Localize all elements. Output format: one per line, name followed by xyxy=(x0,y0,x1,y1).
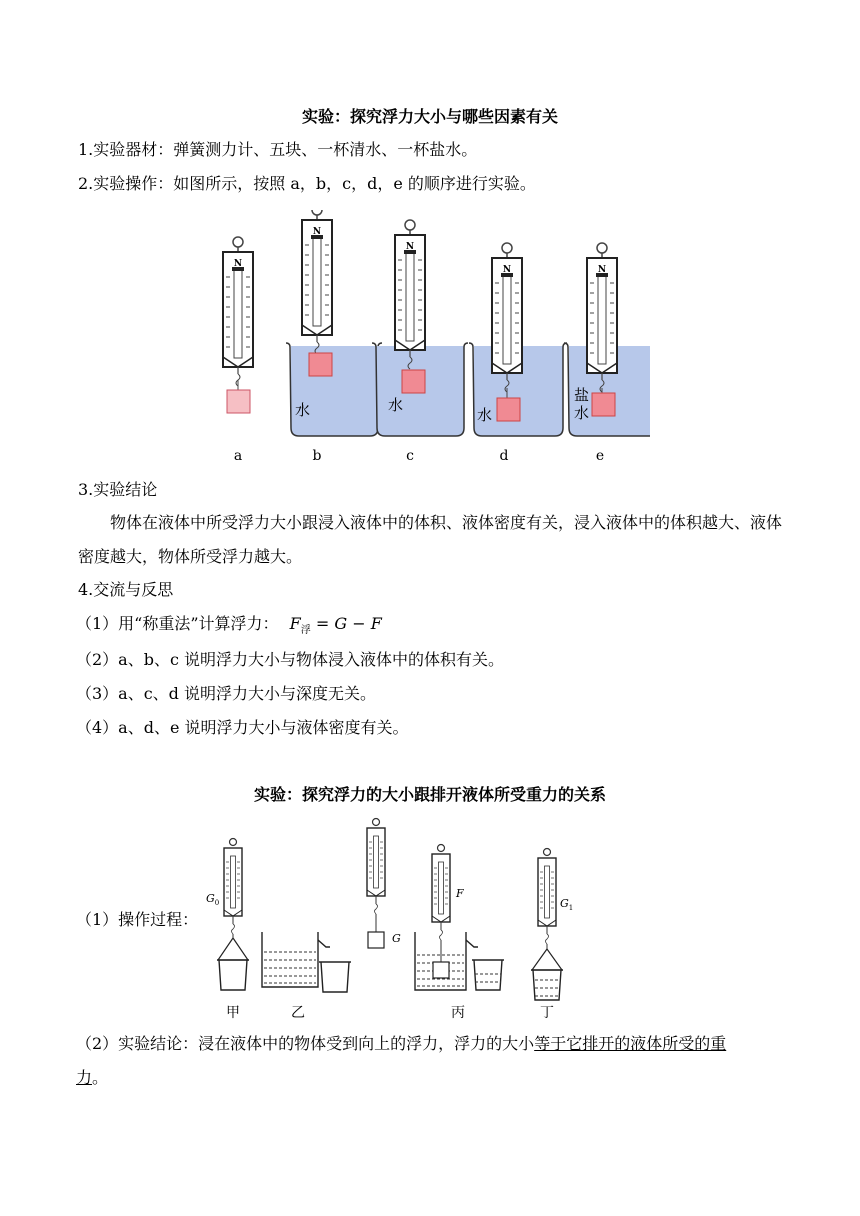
archimedes-figure xyxy=(200,812,580,1024)
setup-yi xyxy=(262,932,351,992)
setup-bing xyxy=(415,845,504,991)
section2-conclusion: （2）实验结论：浸在液体中的物体受到向上的浮力，浮力的大小等于它排开的液体所受的重 力。 xyxy=(76,1034,727,1087)
reflection-1: （1）用“称重法”计算浮力： $F_浮 = G - F$ xyxy=(76,614,382,636)
label-e: e xyxy=(595,448,605,464)
conclusion-heading: 3.实验结论 xyxy=(78,480,158,499)
label-ding: 丁 xyxy=(540,1005,554,1021)
block-in-air xyxy=(227,390,250,413)
water-label-d: 水 xyxy=(477,406,493,424)
svg-text:N: N xyxy=(312,227,322,237)
setup-c xyxy=(372,220,468,436)
g-label: G xyxy=(392,932,401,945)
water-label-c: 水 xyxy=(388,396,404,414)
operation-line: 2.实验操作：如图所示，按照 a，b，c，d，e 的顺序进行实验。 xyxy=(78,174,536,193)
conclusion-text: 物体在液体中所受浮力大小跟浸入液体中的体积、液体密度有关，浸入液体中的体积越大、液体密度越大，物体所受浮力越大。 xyxy=(78,513,783,566)
salt-water-label-2: 水 xyxy=(574,404,590,422)
label-yi: 乙 xyxy=(291,1005,305,1021)
f-label: F xyxy=(456,887,464,900)
svg-text:N: N xyxy=(233,259,243,269)
label-bing: 丙 xyxy=(451,1005,465,1021)
label-c: c xyxy=(406,448,414,464)
operation-process-label: （1）操作过程： xyxy=(76,910,199,929)
salt-water-label-1: 盐 xyxy=(574,386,590,404)
reflection-2: （2）a、b、c 说明浮力大小与物体浸入液体中的体积有关。 xyxy=(76,650,505,669)
label-d: d xyxy=(499,448,509,464)
g1-label: $G_1$ xyxy=(560,897,574,912)
setup-ding xyxy=(531,849,563,1001)
label-b: b xyxy=(312,448,322,464)
g0-label: $G_0$ xyxy=(206,892,220,907)
section1-title: 实验：探究浮力大小与哪些因素有关 xyxy=(301,107,558,126)
buoyancy-formula: $F_浮 = G - F$ xyxy=(289,614,382,636)
buoyancy-factors-figure xyxy=(200,210,650,470)
section2-title: 实验：探究浮力的大小跟排开液体所受重力的关系 xyxy=(253,785,606,804)
setup-e xyxy=(564,243,650,436)
scale-a xyxy=(223,237,253,386)
reflection-heading: 4.交流与反思 xyxy=(78,580,174,599)
svg-text:N: N xyxy=(405,242,415,252)
water-label-b: 水 xyxy=(295,401,311,419)
reflection-4: （4）a、d、e 说明浮力大小与液体密度有关。 xyxy=(76,718,409,737)
reflection-3: （3）a、c、d 说明浮力大小与深度无关。 xyxy=(76,684,377,703)
setup-d xyxy=(469,243,567,436)
svg-text:N: N xyxy=(597,265,607,275)
equipment-line: 1.实验器材：弹簧测力计、五块、一杯清水、一杯盐水。 xyxy=(78,140,478,159)
setup-jia xyxy=(217,839,249,991)
setup-g xyxy=(367,819,385,949)
label-jia: 甲 xyxy=(226,1005,240,1021)
label-a: a xyxy=(233,448,243,464)
svg-text:N: N xyxy=(502,265,512,275)
setup-b xyxy=(286,210,382,436)
